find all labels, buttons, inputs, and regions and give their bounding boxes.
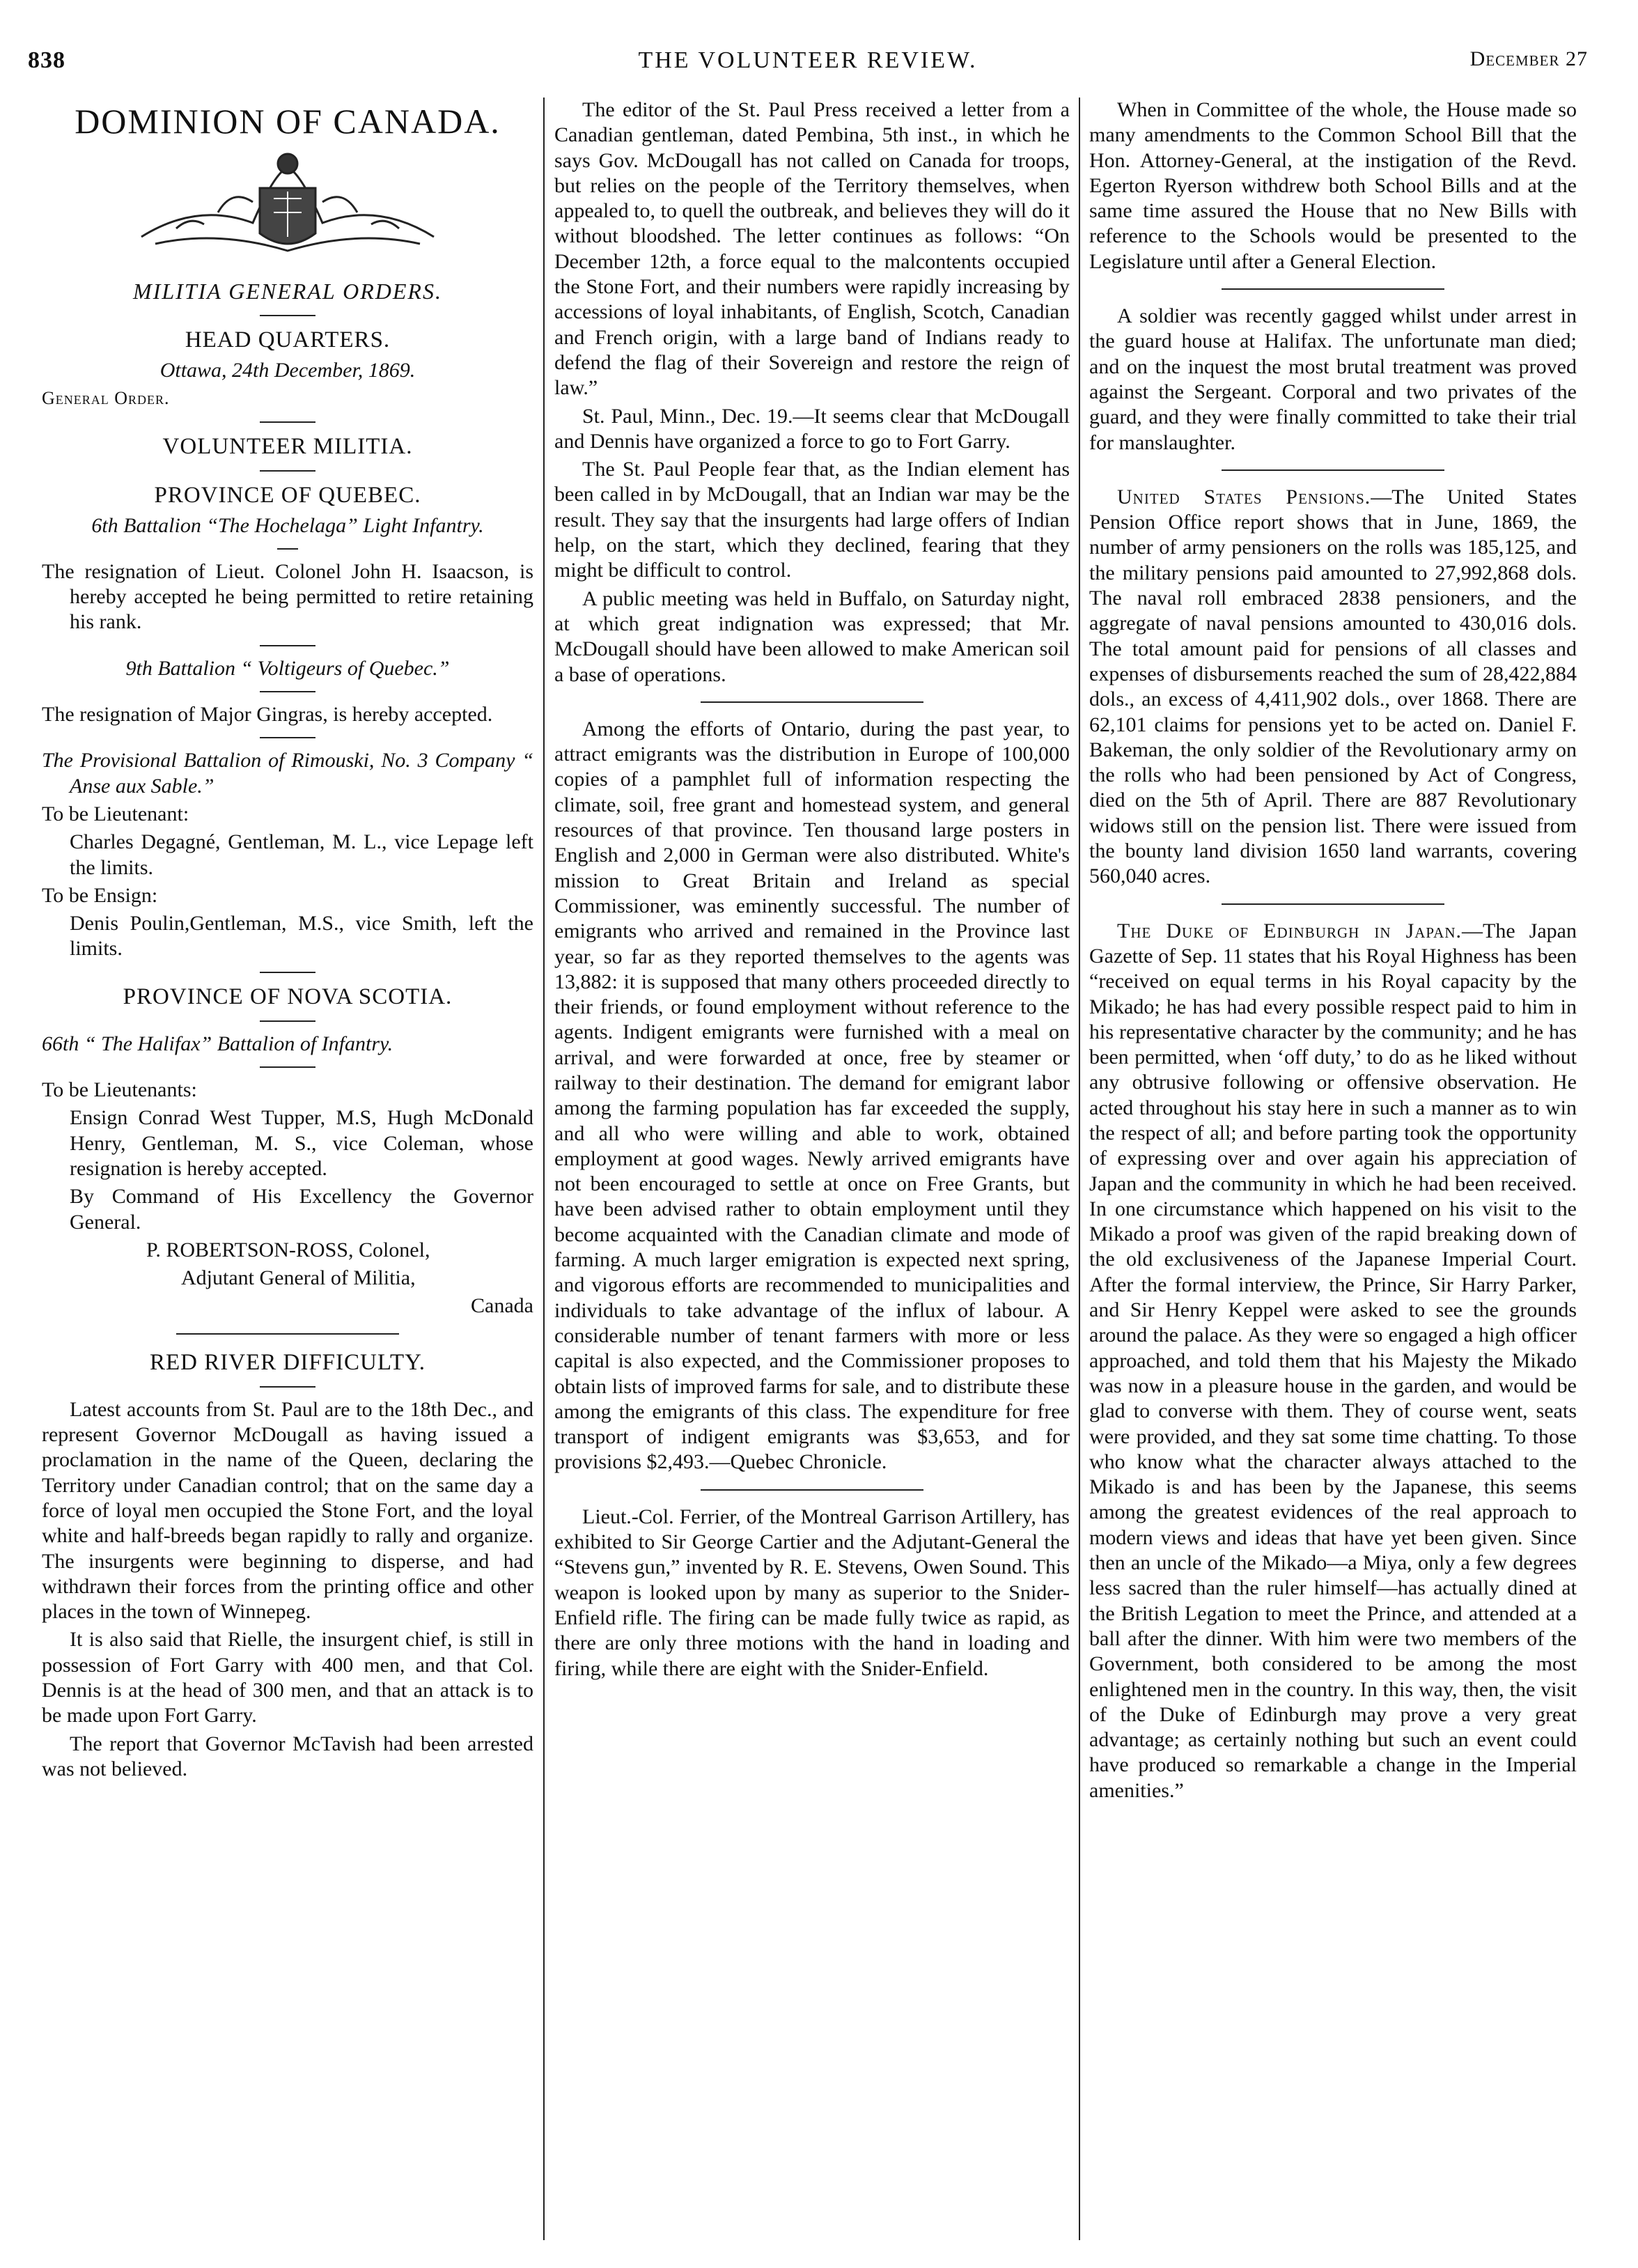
general-order: General Order.	[42, 388, 170, 409]
to-be-ensign-label: To be Ensign:	[42, 883, 158, 907]
column-1	[42, 98, 533, 2240]
red-river-paragraph: Latest accounts from St. Paul are to the 18th Dec., and represent Governor McDougall as having issued a proclamation in the name of the Queen, declaring the Territory under Canadian control; that on the same day a force of loyal men occupied the Stone Fort, and the loyal white and half-breeds began rapidly to rally and organize. The insurgents were beginning to disperse, and had withdrawn their forces from the printing office and other places in the town of Winnepeg.	[42, 1397, 533, 1624]
article-paragraph: When in Committee of the whole, the House made so many amendments to the Common School Bill that the Hon. Attorney-General, at the instigation of the Revd. Egerton Ryerson withdrew both School Bills and at the same time assured the House that no New Bills with reference to the Schools would be presented to the Legislature until after a General Election.	[1089, 98, 1577, 273]
divider	[260, 1386, 315, 1388]
page-number: 838	[28, 47, 65, 73]
place-date: Ottawa, 24th December, 1869.	[159, 359, 416, 382]
red-river-paragraph: It is also said that Rielle, the insurgent chief, is still in possession of Fort Garry with 400 men, and that Col. Dennis is at the head of 300 men, and that an attack is to be made upon Fort Garry.	[42, 1628, 533, 1727]
divider	[701, 1489, 923, 1491]
article-paragraph: A soldier was recently gagged whilst under arrest in the guard house at Halifax. The unfortunate man died; and on the inquest the most brutal treatment was proved against the Sergeant. Corporal and two privates of the guard, and they were finally committed to take their trial for manslaughter.	[1089, 304, 1577, 454]
divider	[260, 421, 315, 423]
divider	[260, 972, 315, 973]
issue-date: December 27	[1469, 47, 1588, 70]
article-paragraph: St. Paul, Minn., Dec. 19.—It seems clear that McDougall and Dennis have organized a force to go to Fort Garry.	[554, 404, 1070, 453]
resignation-gingras: The resignation of Major Gingras, is hereby accepted.	[42, 703, 493, 727]
divider	[1222, 469, 1444, 471]
battalion-6-heading: 6th Battalion “The Hochelaga” Light Infantry.	[91, 513, 484, 537]
pensions-body: —The United States Pension Office report shows that in June, 1869, the number of army pensioners on the rolls was 185,125, and the military pensions paid amounted to 27,992,868 dols. The naval roll embraced 2838 pensioners, and the aggregate of naval pensions amounted to 430,016 dols. The total amount paid for pensions of all classes and expenses of disbursements reached the sum of 28,422,884 dols., an excess of 4,411,902 dols., over 1868. There are 62,101 claims for pensions yet to be acted on. Daniel F. Bakeman, the only soldier of the Revolutionary army on the rolls who had been pensioned by Act of Congress, died on the 5th of April. There are 887 Revolutionary widows still on the pension list. There were issued from the bounty land division 1650 land warrants, covering 560,040 acres.	[1089, 485, 1577, 888]
headquarters-title: HEAD QUARTERS.	[185, 327, 391, 352]
to-be-lieutenants-label: To be Lieutenants:	[42, 1078, 197, 1102]
provisional-battalion-heading: The Provisional Battalion of Rimouski, No. 3 Company “ Anse aux Sable.”	[42, 749, 533, 798]
pensions-article	[1089, 485, 1577, 890]
battalion-66-heading: 66th “ The Halifax” Battalion of Infantry.	[42, 1032, 393, 1055]
coat-of-arms-emblem	[114, 146, 462, 265]
article-paragraph: Among the efforts of Ontario, during the past year, to attract emigrants was the distribution in Europe of 100,000 copies of a pamphlet full of information respecting the climate, soil, free grant and homestead system, and general resources of that province. Ten thousand large posters in English and 2,000 in German were also distributed. White's mission to Great Britain and Ireland as special Commissioner, was eminently successful. The number of emigrants who arrived and remained in the Province last year, so far as they reported themselves to the agents was 13,882: it is supposed that many others proceeded directly to their friends, or found employment without reference to the agents. Indigent emigrants were furnished with a meal on arrival, and were forwarded at once, free by steamer or railway to their destination. The demand for emigrant labor among the farming population has far exceeded the supply, and all who were willing and able to work, obtained employment at good wages. Newly arrived emigrants have not been encouraged to settle at once on Free Grants, but have been advised rather to obtain employment until they become acquainted with the Canadian climate and mode of farming. A much larger emigration is expected next spring, and vigorous efforts are recommended to municipalities and individuals to take advantage of the influx of labour. A considerable number of tenant farmers with more or less capital is also expected, and the Commissioner proposes to obtain lists of improved farms for sale, and to distribute these among the emigrants of this class. The expenditure for free transport of indigent emigrants was $3,653, and for provisions $2,493.—Quebec Chronicle.	[554, 717, 1070, 1474]
divider	[260, 1020, 315, 1022]
signature-place: Canada	[471, 1294, 533, 1318]
column-2	[554, 98, 1070, 2240]
publication-title: THE VOLUNTEER REVIEW.	[638, 47, 978, 73]
signature-title: Adjutant General of Militia,	[181, 1266, 416, 1290]
dominion-title: DOMINION OF CANADA.	[75, 102, 501, 141]
column-3	[1089, 98, 1577, 2240]
poulin-appointment: Denis Poulin,Gentleman, M.S., vice Smith, left the limits.	[70, 912, 533, 961]
battalion-9-heading: 9th Battalion “ Voltigeurs of Quebec.”	[125, 656, 450, 680]
page-header	[28, 43, 1588, 85]
article-paragraph: A public meeting was held in Buffalo, on Saturday night, at which great indignation was expressed; that Mr. McDougall should have been allowed to make American soil a base of operations.	[554, 587, 1070, 686]
divider	[260, 737, 315, 738]
divider	[1222, 288, 1444, 290]
red-river-paragraph: The report that Governor McTavish had been arrested was not believed.	[42, 1732, 533, 1780]
divider	[260, 1066, 315, 1068]
militia-title: MILITIA GENERAL ORDERS.	[133, 279, 442, 304]
degagne-appointment: Charles Degagné, Gentleman, M. L., vice Lepage left the limits.	[70, 830, 533, 879]
column-rule-2	[1079, 98, 1080, 2240]
divider	[701, 701, 923, 703]
article-paragraph: Lieut.-Col. Ferrier, of the Montreal Garrison Artillery, has exhibited to Sir George Cartier and the Adjutant-General the “Stevens gun,” invented by R. E. Stevens, Owen Sound. This weapon is looked upon by many as superior to the Snider-Enfield rifle. The firing can be made fully twice as rapid, as there are only three motions with the hand in loading and firing, while there are eight with the Snider-Enfield.	[554, 1505, 1070, 1680]
divider	[277, 548, 298, 550]
pensions-heading: United States Pensions.	[1117, 485, 1371, 508]
to-be-lieutenant-label: To be Lieutenant:	[42, 802, 189, 825]
duke-article	[1089, 919, 1577, 1803]
province-nova-scotia-title: PROVINCE OF NOVA SCOTIA.	[123, 984, 453, 1009]
divider	[176, 1333, 399, 1335]
article-paragraph: The editor of the St. Paul Press received a letter from a Canadian gentleman, dated Pembina, 5th inst., in which he says Gov. McDougall has not called on Canada for troops, but relies on the people of the Territory themselves, when appealed to, to quell the outbreak, and believes they will do it without bloodshed. The letter continues as follows: “On December 12th, a force equal to the malcontents occupied the Stone Fort, and their numbers were rapidly increasing by accessions of loyal inhabitants, of English, Scotch, Canadian and French origin, with a large band of Indians ready to defend the flag of their Sovereign and restore the reign of law.”	[554, 98, 1070, 400]
red-river-title: RED RIVER DIFFICULTY.	[150, 1349, 426, 1375]
duke-body: —The Japan Gazette of Sep. 11 states that his Royal Highness has been “received on equal terms in his Royal capacity by the Mikado; he has had every possible respect paid to him in his representative character by the community; and he has been permitted, when ‘off duty,’ to do as he liked without any obtrusive following or offensive observation. He acted throughout his stay here in such a manner as to win the respect of all; and before parting took the opportunity of expressing over and over again his appreciation of Japan and the community in which he had been received. In one circumstance which happened on his visit to the Mikado a proof was given of the rapid breaking down of the old exclusiveness of the Japanese Imperial Court. After the formal interview, the Prince, Sir Harry Parker, and Sir Henry Keppel were asked to see the grounds around the palace. As they were so engaged a high officer approached, and told them that his Majesty the Mikado was now in a pleasure house in the garden, and would be glad to converse with them. They of course went, seats were provided, and they sat some time chatting. To those who know what the character always attached to the Mikado is and has been by the Japanese, this seems among the greatest evidences of the real approach to modern views and ideas that have yet been given. Since then an uncle of the Mikado—a Miya, only a few degrees less sacred than the ruler himself—has actually dined at the British Legation to meet the Prince, and attended at a ball after the dinner. With him were two members of the Government, both considered to be among the most enlightened men in the country. In this way, then, the visit of the Duke of Edinburgh may prove a very great advantage; as certainly nothing but such an event could have produced so remarkable a change in the Imperial amenities.”	[1089, 919, 1577, 1802]
duke-heading: The Duke of Edinburgh in Japan.	[1117, 919, 1462, 942]
article-paragraph: The St. Paul People fear that, as the Indian element has been called in by McDougall, that an Indian war may be the result. They say that the insurgents had large offers of Indian help, on the start, which they declined, fearing that they might be difficult to control.	[554, 458, 1070, 582]
divider	[260, 645, 315, 646]
divider	[1222, 903, 1444, 905]
signature-name: P. ROBERTSON-ROSS, Colonel,	[146, 1238, 430, 1261]
resignation-isaacson: The resignation of Lieut. Colonel John H. Isaacson, is hereby accepted he being permitted to retire retaining his rank.	[42, 559, 533, 634]
divider	[260, 470, 315, 472]
tupper-appointment: Ensign Conrad West Tupper, M.S, Hugh McDonald Henry, Gentleman, M. S., vice Coleman, whose resignation is hereby accepted.	[70, 1106, 533, 1180]
divider	[260, 691, 315, 692]
volunteer-militia-title: VOLUNTEER MILITIA.	[162, 433, 413, 459]
column-rule-1	[543, 98, 545, 2240]
province-quebec-title: PROVINCE OF QUEBEC.	[154, 482, 421, 508]
by-command: By Command of His Excellency the Governor General.	[70, 1185, 533, 1234]
divider	[260, 315, 315, 316]
